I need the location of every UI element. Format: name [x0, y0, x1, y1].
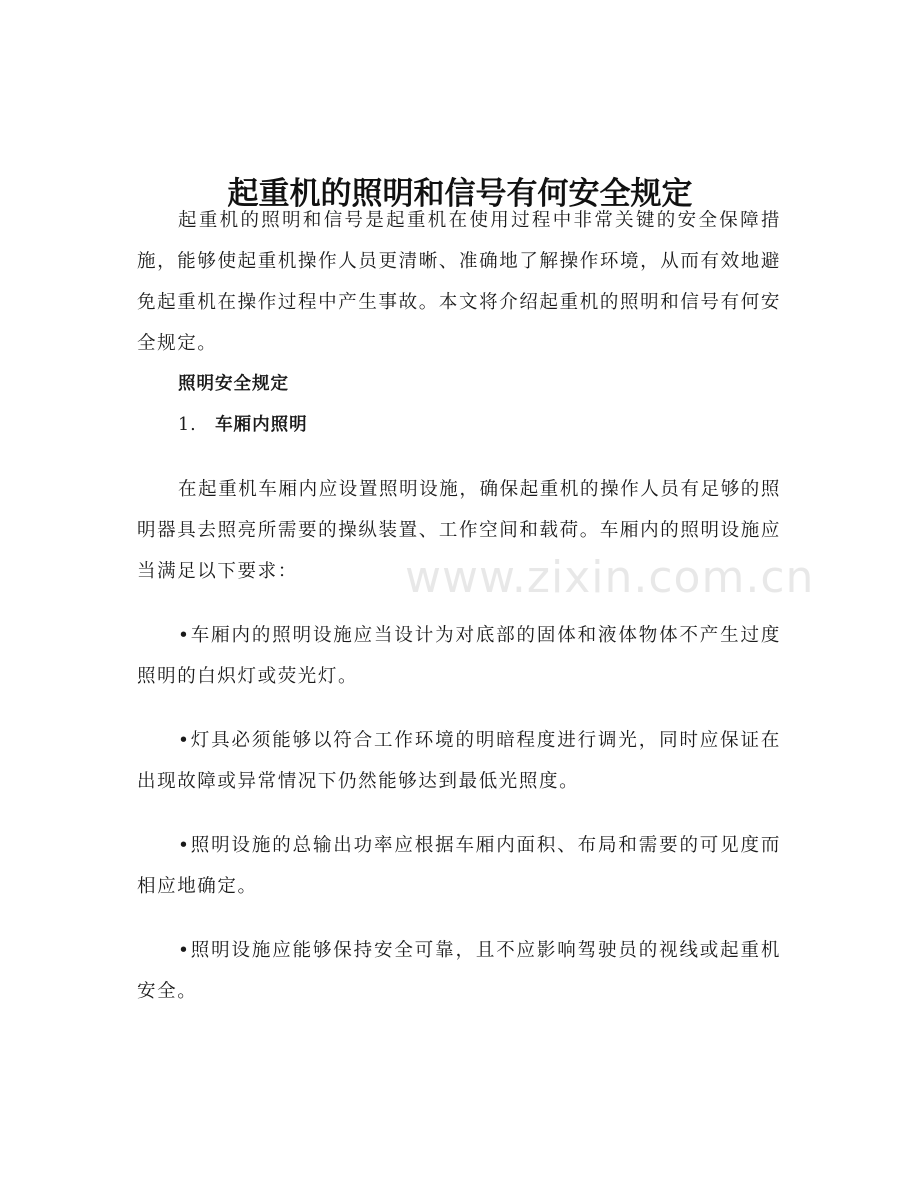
bullet-icon: •: [178, 625, 191, 646]
subsection-heading: [137, 405, 781, 446]
section-heading: 照明安全规定: [178, 374, 289, 394]
bullet-item: [137, 930, 781, 1012]
bullet-text: 灯具必须能够以符合工作环境的明暗程度进行调光，同时应保证在出现故障或异常情况下仍然能够达到最低光照度。: [137, 730, 781, 792]
intro-paragraph: 起重机的照明和信号是起重机在使用过程中非常关键的安全保障措施，能够使起重机操作人员更清晰、准确地了解操作环境，从而有效地避免起重机在操作过程中产生事故。本文将介绍起重机的照明和信号有何安全规定。: [137, 210, 781, 354]
subsection-title: 车厢内照明: [215, 415, 308, 435]
bullet-text: 照明设施的总输出功率应根据车厢内面积、布局和需要的可见度而相应地确定。: [137, 835, 781, 897]
document-title: 起重机的照明和信号有何安全规定: [227, 175, 693, 212]
document-body: [137, 200, 781, 1012]
bullet-item: [137, 825, 781, 907]
bullet-icon: •: [178, 835, 191, 856]
bullet-text: 车厢内的照明设施应当设计为对底部的固体和液体物体不产生过度照明的白炽灯或荧光灯。: [137, 625, 781, 687]
watermark-text: www.zixin.com.cn: [405, 552, 815, 603]
subsection-paragraph: 在起重机车厢内应设置照明设施，确保起重机的操作人员有足够的照明器具去照亮所需要的操纵装置、工作空间和载荷。车厢内的照明设施应当满足以下要求：: [137, 479, 782, 582]
bullet-icon: •: [178, 730, 191, 751]
bullet-item: [137, 615, 781, 697]
bullet-item: [137, 720, 781, 802]
bullet-text: 照明设施应能够保持安全可靠，且不应影响驾驶员的视线或起重机安全。: [137, 940, 781, 1002]
subsection-number: 1.: [178, 415, 197, 435]
bullet-icon: •: [178, 940, 191, 961]
